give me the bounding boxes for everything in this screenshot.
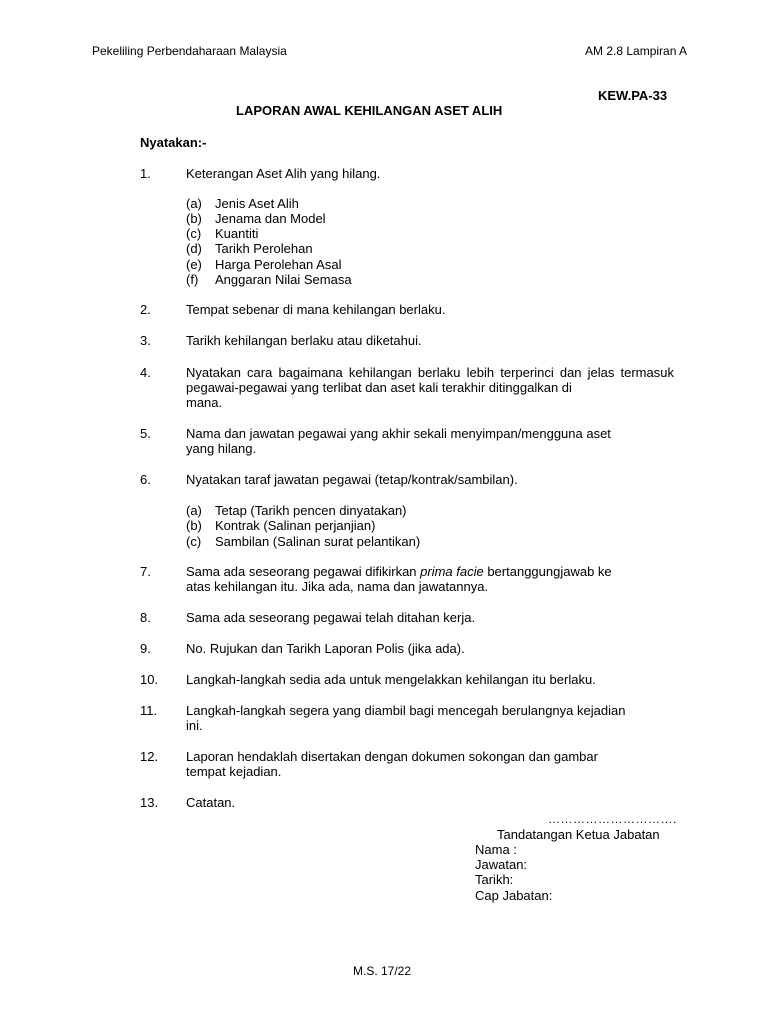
item-line: Langkah-langkah segera yang diambil bagi mencegah berulangnya kejadian (186, 703, 626, 718)
item-text: Tarikh kehilangan berlaku atau diketahui. (186, 333, 422, 348)
form-title: LAPORAN AWAL KEHILANGAN ASET ALIH (236, 103, 503, 118)
item-text (186, 703, 674, 733)
sub-label: (e) (186, 257, 202, 272)
item-number: 2. (140, 302, 151, 317)
sub-text: Anggaran Nilai Semasa (215, 272, 352, 287)
signature-field-cap: Cap Jabatan: (475, 888, 553, 903)
header-left: Pekeliling Perbendaharaan Malaysia (92, 44, 287, 58)
item-line: bertanggungjawab ke (483, 564, 612, 579)
item-line: atas kehilangan itu. Jika ada, nama dan jawatannya. (186, 579, 489, 594)
item-number: 8. (140, 610, 151, 625)
sub-text: Jenis Aset Alih (215, 196, 299, 211)
item-number: 9. (140, 641, 151, 656)
item-line: termasuk pegawai-pegawai yang terlibat dan aset kali terakhir ditinggalkan di (186, 365, 674, 395)
signature-line: …………………………. (548, 812, 677, 826)
intro-label: Nyatakan:- (140, 135, 207, 150)
item-text: Tempat sebenar di mana kehilangan berlaku. (186, 302, 446, 317)
item-number: 11. (140, 703, 158, 718)
item-text (186, 749, 674, 779)
item-number: 3. (140, 333, 151, 348)
item-text (186, 365, 674, 410)
item-line: ini. (186, 718, 203, 733)
item-number: 1. (140, 166, 151, 181)
item-text: No. Rujukan dan Tarikh Laporan Polis (jika ada). (186, 641, 465, 656)
sub-label: (c) (186, 534, 202, 549)
item-number: 4. (140, 365, 151, 380)
item-number: 7. (140, 564, 151, 579)
item-line: Sama ada seseorang pegawai difikirkan (186, 564, 421, 579)
sub-text: Jenama dan Model (215, 211, 326, 226)
header-right: AM 2.8 Lampiran A (585, 44, 688, 58)
sub-text: Harga Perolehan Asal (215, 257, 342, 272)
sub-label: (a) (186, 196, 202, 211)
sub-label: (b) (186, 211, 202, 226)
item-number: 5. (140, 426, 151, 441)
item-number: 13. (140, 795, 159, 810)
item-line: mana. (186, 395, 223, 410)
item-line: Laporan hendaklah disertakan dengan dokumen sokongan dan gambar (186, 749, 598, 764)
page-number: M.S. 17/22 (353, 964, 412, 978)
signature-field-tarikh: Tarikh: (475, 872, 514, 887)
item-line: Nyatakan cara bagaimana kehilangan berlaku lebih terperinci dan jelas (186, 365, 615, 380)
item-text: Catatan. (186, 795, 236, 810)
item-text: Langkah-langkah sedia ada untuk mengelakkan kehilangan itu berlaku. (186, 672, 596, 687)
signature-caption: Tandatangan Ketua Jabatan (497, 827, 660, 842)
item-text: Sama ada seseorang pegawai telah ditahan kerja. (186, 610, 476, 625)
signature-field-name: Nama : (475, 842, 517, 857)
item-text (186, 426, 674, 456)
sub-text: Sambilan (Salinan surat pelantikan) (215, 534, 421, 549)
sub-label: (b) (186, 518, 202, 533)
item-text: Keterangan Aset Alih yang hilang. (186, 166, 381, 181)
sub-label: (d) (186, 241, 202, 256)
sub-text: Tarikh Perolehan (215, 241, 313, 256)
item-number: 12. (140, 749, 159, 764)
item-number: 6. (140, 472, 151, 487)
form-code: KEW.PA-33 (598, 88, 668, 103)
item-line: Nama dan jawatan pegawai yang akhir sekali menyimpan/mengguna aset (186, 426, 611, 441)
item-line: tempat kejadian. (186, 764, 282, 779)
sub-label: (f) (186, 272, 199, 287)
sub-text: Kuantiti (215, 226, 259, 241)
sub-label: (c) (186, 226, 202, 241)
item-line: yang hilang. (186, 441, 257, 456)
sub-label: (a) (186, 503, 202, 518)
sub-text: Kontrak (Salinan perjanjian) (215, 518, 376, 533)
signature-field-jawatan: Jawatan: (475, 857, 528, 872)
italic-term: prima facie (420, 564, 484, 579)
sub-text: Tetap (Tarikh pencen dinyatakan) (215, 503, 407, 518)
item-number: 10. (140, 672, 159, 687)
item-text (186, 564, 674, 594)
item-text: Nyatakan taraf jawatan pegawai (tetap/kontrak/sambilan). (186, 472, 518, 487)
